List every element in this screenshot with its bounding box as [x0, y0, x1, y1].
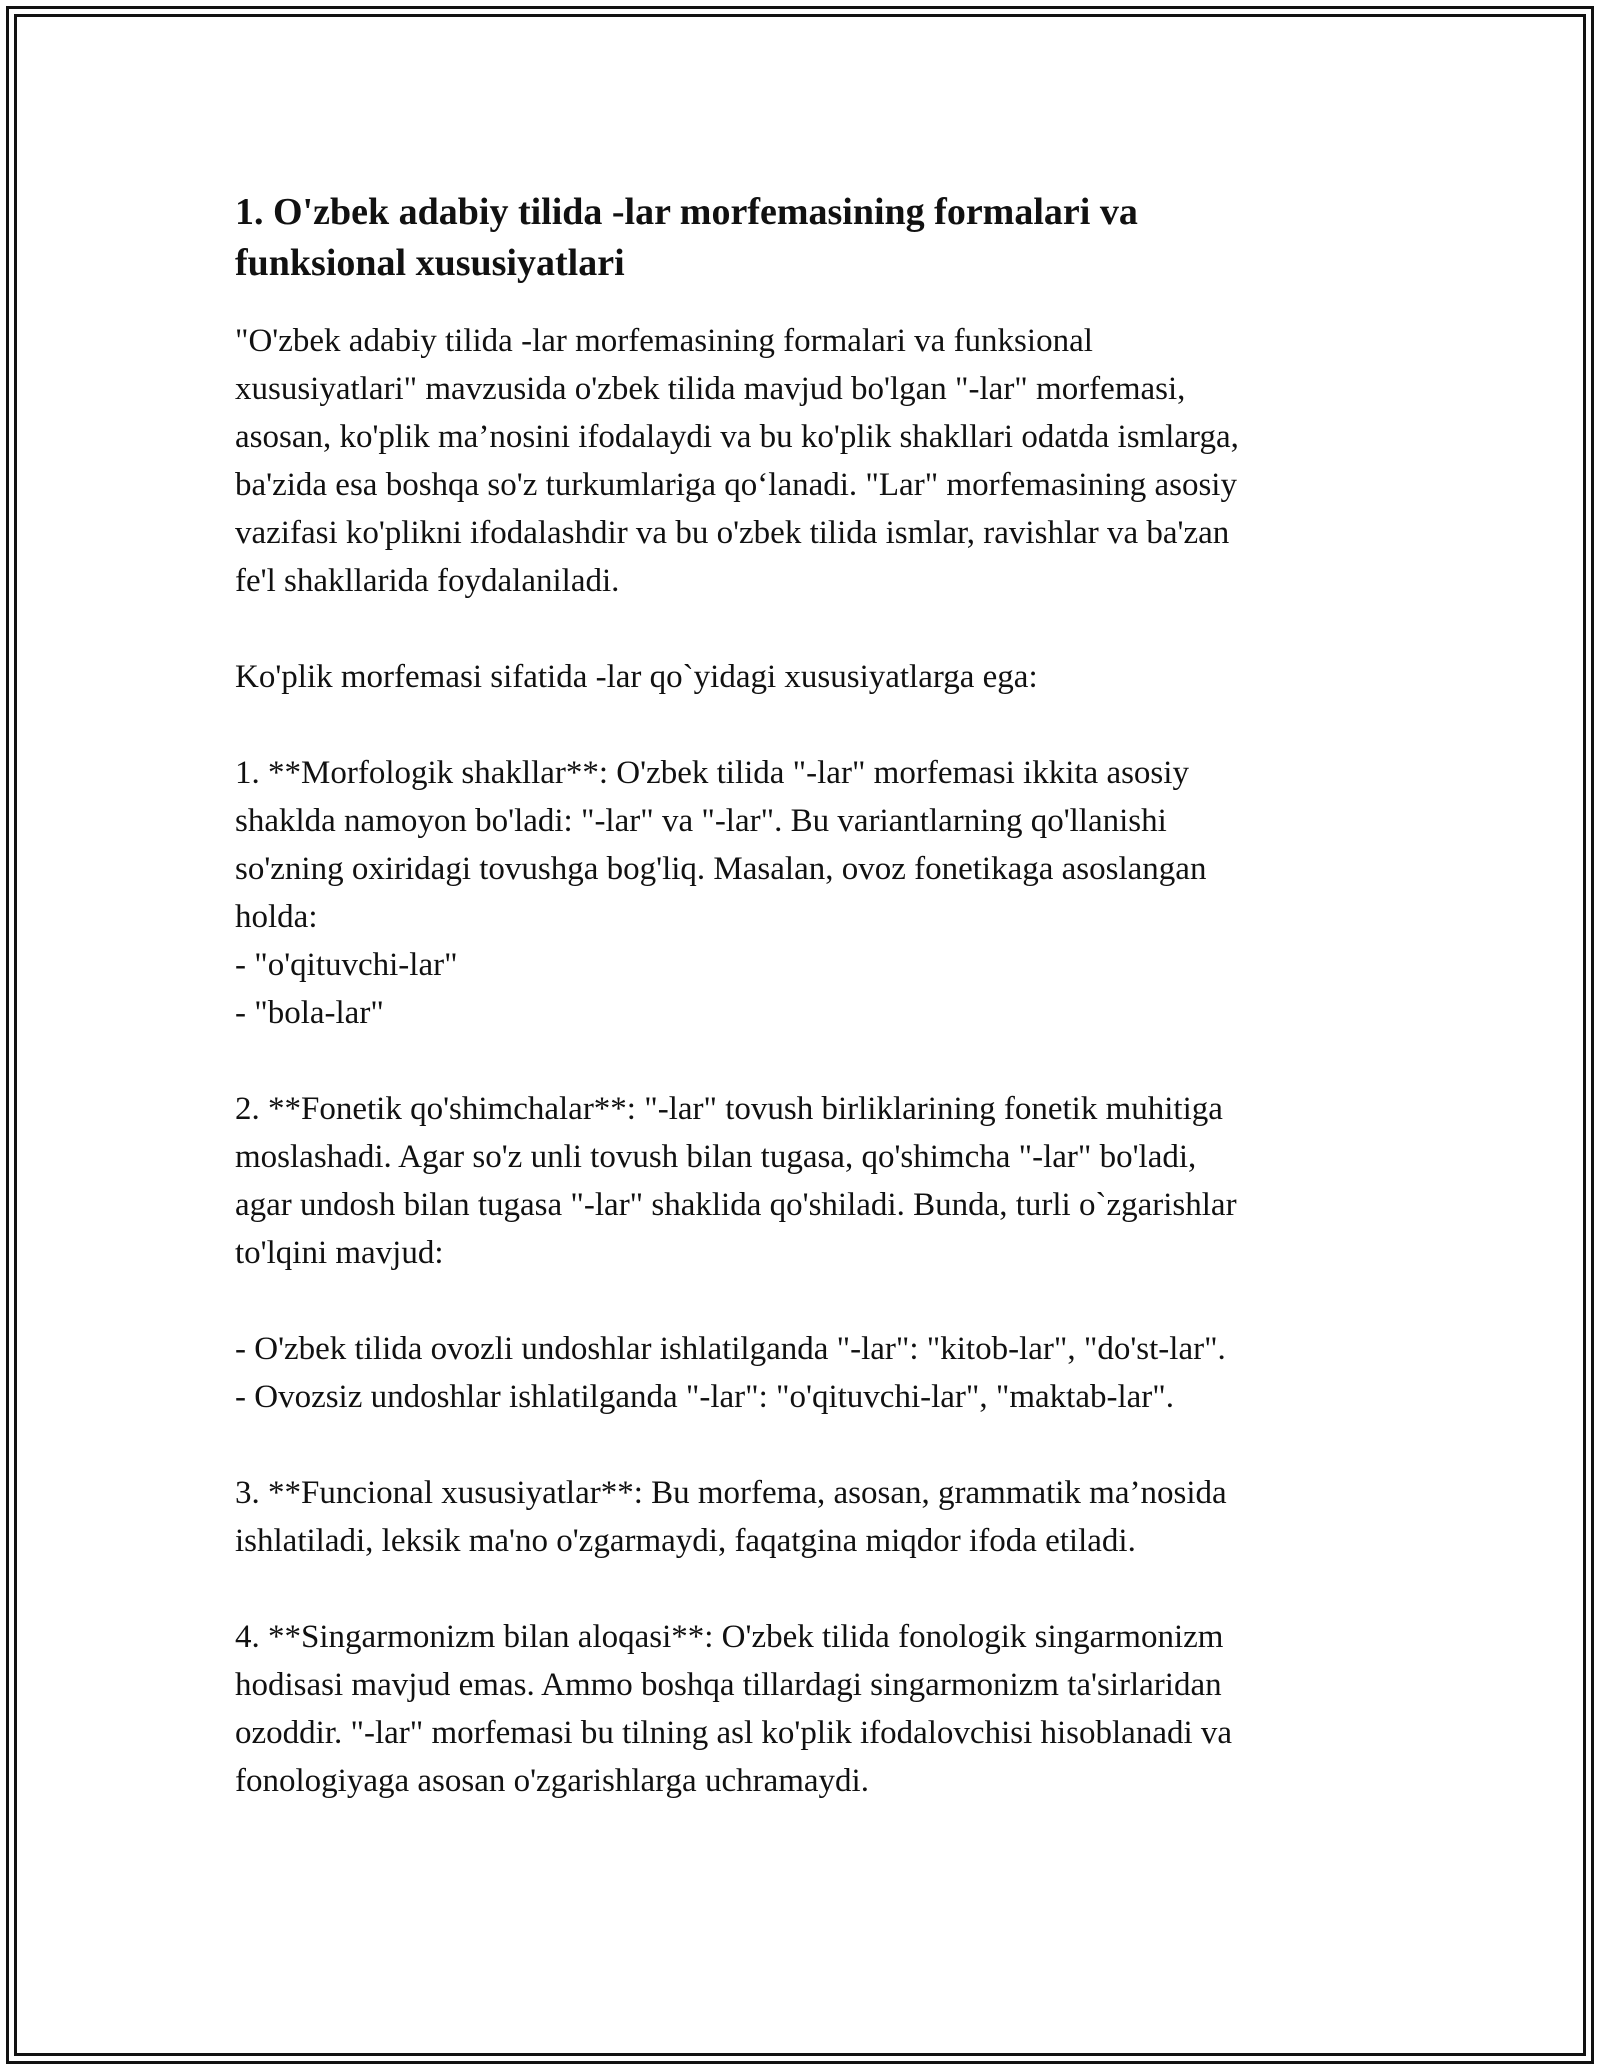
- paragraph-gap: [235, 1421, 1375, 1469]
- point-functional-features: 3. **Funcional xususiyatlar**: Bu morfema, asosan, grammatik ma’nosida ishlatiladi, leksik ma'no o'zgarmaydi, faqatgina miqdor ifoda etiladi.: [235, 1475, 1227, 1559]
- paragraph-gap: [235, 701, 1375, 749]
- paragraph-gap: [235, 1565, 1375, 1613]
- intro-paragraph: "O'zbek adabiy tilida -lar morfemasining formalari va funksional xususiyatlari" mavzusida o'zbek tilida mavjud bo'lgan "-lar" morfemasi, asosan, ko'plik ma’nosini ifodalaydi va bu ko'plik shakllari odatda ismlarga, ba'zida esa boshqa so'z turkumlariga qo‘lanadi. "Lar" morfemasining asosiy vazifasi ko'plikni ifodalashdir va bu o'zbek tilida ismlar, ravishlar va ba'zan fe'l shakllarida foydalaniladi.: [235, 323, 1239, 599]
- paragraph-gap: [235, 605, 1375, 653]
- paragraph-gap: [235, 1277, 1375, 1325]
- document-body: [235, 187, 1375, 1805]
- point-morphological-forms: 1. **Morfologik shakllar**: O'zbek tilida "-lar" morfemasi ikkita asosiy shaklda namoyon bo'ladi: "-lar" va "-lar". Bu variantlarning qo'llanishi so'zning oxiridagi tovushga bog'liq. Masalan, ovoz fonetikaga asoslangan holda: - "o'qituvchi-lar" - "bola-lar": [235, 755, 1207, 1031]
- point-synharmonism: 4. **Singarmonizm bilan aloqasi**: O'zbek tilida fonologik singarmonizm hodisasi mavjud emas. Ammo boshqa tillardagi singarmonizm ta'sirlaridan ozoddir. "-lar" morfemasi bu tilning asl ko'plik ifodalovchisi hisoblanadi va fonologiyaga asosan o'zgarishlarga uchramaydi.: [235, 1619, 1233, 1799]
- phonetic-examples-list: - O'zbek tilida ovozli undoshlar ishlatilganda "-lar": "kitob-lar", "do'st-lar". - Ovozsiz undoshlar ishlatilganda "-lar": "o'qituvchi-lar", "maktab-lar".: [235, 1331, 1226, 1415]
- features-intro: Ko'plik morfemasi sifatida -lar qo`yidagi xususiyatlarga ega:: [235, 659, 1038, 695]
- document-title: 1. O'zbek adabiy tilida -lar morfemasining formalari va funksional xususiyatlari: [235, 191, 1138, 284]
- point-phonetic-suffixes: 2. **Fonetik qo'shimchalar**: "-lar" tovush birliklarining fonetik muhitiga moslashadi. Agar so'z unli tovush bilan tugasa, qo'shimcha "-lar" bo'ladi, agar undosh bilan tugasa "-lar" shaklida qo'shiladi. Bunda, turli o`zgarishlar to'lqini mavjud:: [235, 1091, 1237, 1271]
- paragraph-gap: [235, 1037, 1375, 1085]
